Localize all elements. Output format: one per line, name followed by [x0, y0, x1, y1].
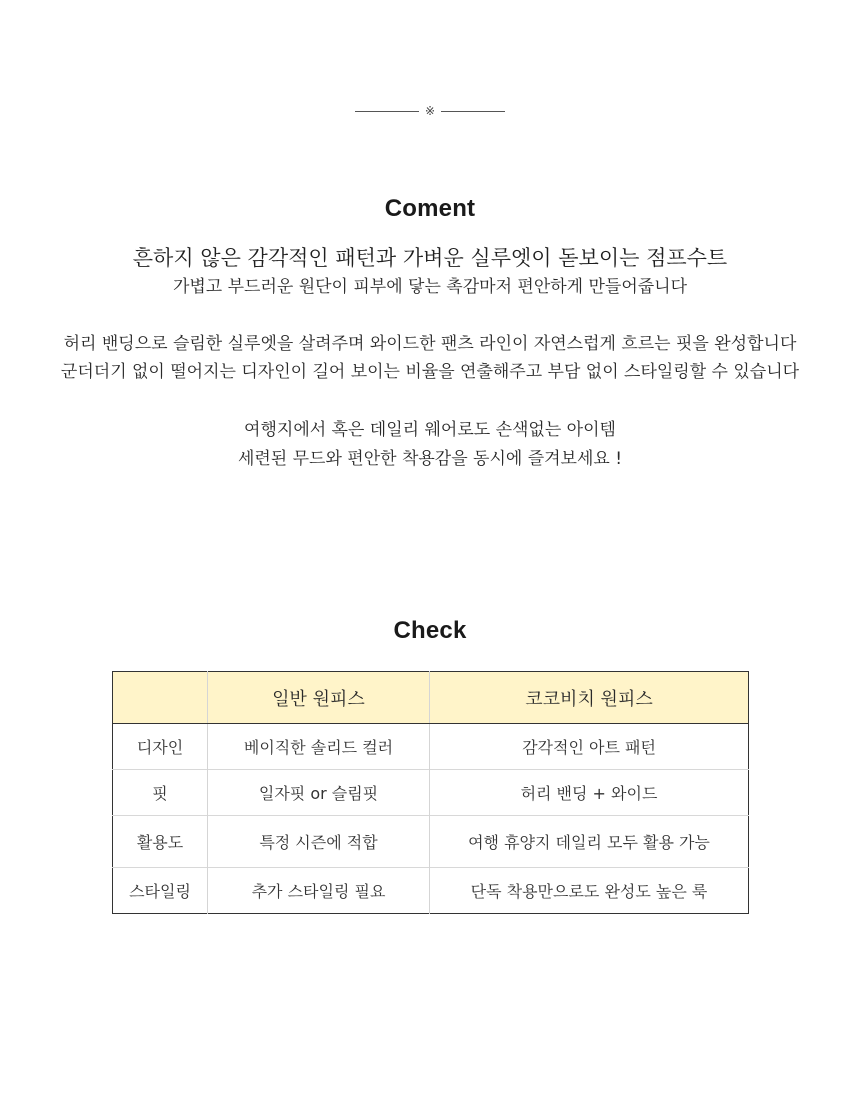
table-row — [113, 770, 749, 816]
table-cell: 디자인 — [136, 738, 184, 757]
table-row — [113, 816, 749, 868]
comment-subline: 가볍고 부드러운 원단이 피부에 닿는 촉감마저 편안하게 만들어줍니다 — [172, 277, 688, 297]
comment-title: Coment — [384, 195, 476, 222]
table-cell: 허리 밴딩 + 와이드 — [430, 770, 749, 816]
table-cell: 스타일링 — [113, 868, 208, 914]
check-title: Check — [393, 617, 467, 644]
table-cell: 핏 — [113, 770, 208, 816]
comment-headline: 흔하지 않은 감각적인 패턴과 가벼운 실루엣이 돋보이는 점프수트 — [132, 246, 728, 270]
table-cell: 특정 시즌에 적합 — [208, 816, 430, 868]
table-header-cell: 일반 원피스 — [208, 672, 430, 724]
table-cell: 감각적인 아트 패턴 — [430, 724, 749, 770]
table-cell: 여행 휴양지 데일리 모두 활용 가능 — [430, 816, 749, 868]
comment-paragraph2-line1: 여행지에서 혹은 데일리 웨어로도 손색없는 아이템 — [244, 420, 616, 440]
table-cell: 추가 스타일링 필요 — [208, 868, 430, 914]
divider-line-left — [355, 111, 419, 112]
table-cell: 활용도 — [113, 816, 208, 868]
table-cell: 단독 착용만으로도 완성도 높은 룩 — [430, 868, 749, 914]
comment-body — [0, 243, 860, 474]
table-row — [113, 868, 749, 914]
table-header-row — [113, 672, 749, 724]
reference-mark-icon: ※ — [424, 104, 436, 118]
table-header-cell — [113, 672, 208, 724]
table-header-cell: 코코비치 원피스 — [430, 672, 749, 724]
comment-paragraph1-line2: 군더더기 없이 떨어지는 디자인이 길어 보이는 비율을 연출해주고 부담 없이 스타일링할 수 있습니다 — [60, 362, 800, 382]
divider-line-right — [441, 111, 505, 112]
table-cell: 베이직한 솔리드 컬러 — [208, 724, 430, 770]
comment-paragraph1-line1: 허리 밴딩으로 슬림한 실루엣을 살려주며 와이드한 팬츠 라인이 자연스럽게 흐르는 핏을 완성합니다 — [63, 334, 797, 354]
table-row — [113, 724, 749, 770]
comment-paragraph2-line2: 세련된 무드와 편안한 착용감을 동시에 즐겨보세요 ! — [237, 449, 623, 469]
comparison-table — [112, 671, 749, 914]
section-divider — [0, 102, 860, 120]
table-cell: 일자핏 or 슬림핏 — [208, 770, 430, 816]
